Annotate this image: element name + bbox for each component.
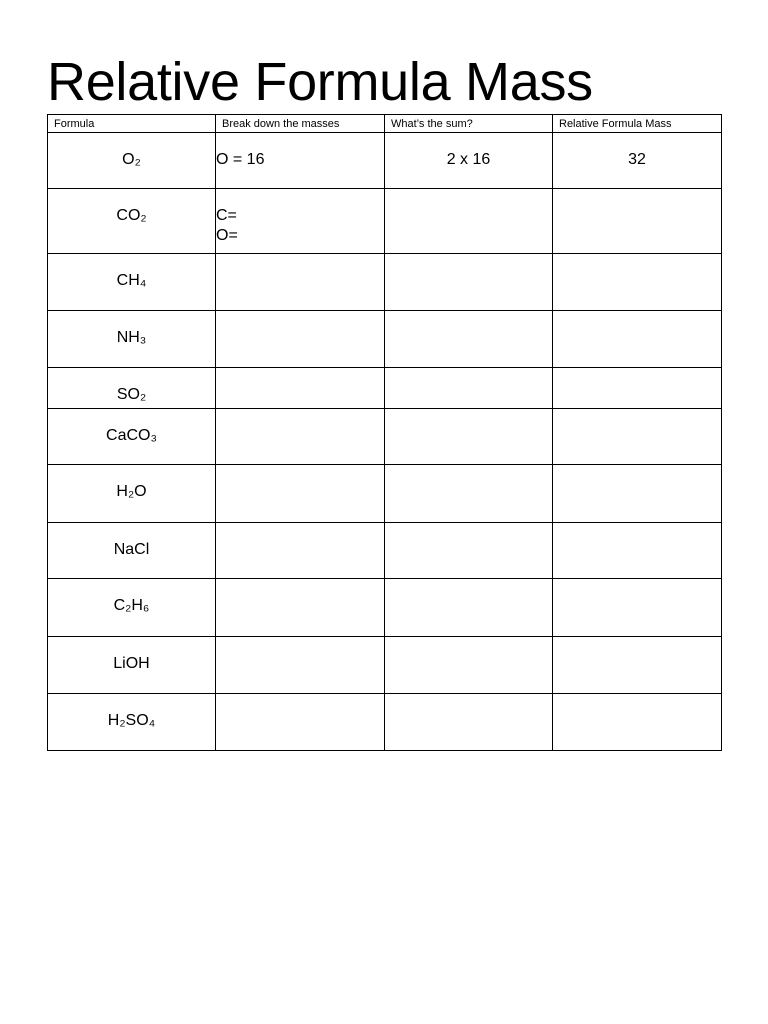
breakdown-cell[interactable] — [216, 465, 385, 523]
sum-cell[interactable] — [385, 254, 553, 311]
table-row — [48, 133, 722, 189]
formula-cell: H₂O — [48, 465, 216, 523]
result-cell[interactable] — [553, 254, 722, 311]
formula-cell: NaCl — [48, 523, 216, 579]
sum-cell[interactable] — [385, 311, 553, 368]
sum-cell[interactable] — [385, 637, 553, 694]
breakdown-cell[interactable] — [216, 409, 385, 465]
result-cell[interactable] — [553, 637, 722, 694]
result-cell[interactable]: 32 — [553, 133, 722, 189]
result-cell[interactable] — [553, 694, 722, 751]
result-cell[interactable] — [553, 465, 722, 523]
sum-cell[interactable]: 2 x 16 — [385, 133, 553, 189]
formula-cell: H₂SO₄ — [48, 694, 216, 751]
breakdown-line: C= — [216, 207, 237, 224]
breakdown-cell[interactable] — [216, 579, 385, 637]
breakdown-cell[interactable] — [216, 523, 385, 579]
sum-cell[interactable] — [385, 189, 553, 254]
formula-mass-table — [47, 114, 722, 751]
breakdown-line: O = 16 — [216, 151, 265, 168]
formula-cell: CO₂ — [48, 189, 216, 254]
table-row — [48, 254, 722, 311]
result-cell[interactable] — [553, 368, 722, 409]
breakdown-cell[interactable] — [216, 637, 385, 694]
table-row — [48, 465, 722, 523]
formula-cell: CaCO₃ — [48, 409, 216, 465]
sum-cell[interactable] — [385, 523, 553, 579]
table-row — [48, 311, 722, 368]
header-formula: Formula — [48, 115, 216, 133]
table-row — [48, 409, 722, 465]
formula-cell: SO₂ — [48, 368, 216, 409]
sum-cell[interactable] — [385, 579, 553, 637]
page-title: Relative Formula Mass — [47, 52, 593, 112]
result-cell[interactable] — [553, 409, 722, 465]
result-cell[interactable] — [553, 523, 722, 579]
table-row — [48, 368, 722, 409]
formula-cell: LiOH — [48, 637, 216, 694]
formula-cell: CH₄ — [48, 254, 216, 311]
result-cell[interactable] — [553, 311, 722, 368]
breakdown-cell[interactable] — [216, 254, 385, 311]
formula-cell: C₂H₆ — [48, 579, 216, 637]
table-row — [48, 189, 722, 254]
formula-cell: O₂ — [48, 133, 216, 189]
breakdown-cell[interactable] — [216, 133, 385, 189]
header-break-down: Break down the masses — [216, 115, 385, 133]
table-row — [48, 523, 722, 579]
breakdown-line: O= — [216, 227, 238, 244]
sum-cell[interactable] — [385, 368, 553, 409]
sum-cell[interactable] — [385, 694, 553, 751]
result-cell[interactable] — [553, 189, 722, 254]
table-row — [48, 637, 722, 694]
sum-cell[interactable] — [385, 409, 553, 465]
table-row — [48, 694, 722, 751]
breakdown-cell[interactable] — [216, 694, 385, 751]
table-header-row — [48, 115, 722, 133]
header-sum: What’s the sum? — [385, 115, 553, 133]
sum-cell[interactable] — [385, 465, 553, 523]
formula-cell: NH₃ — [48, 311, 216, 368]
table-row — [48, 579, 722, 637]
breakdown-cell[interactable] — [216, 311, 385, 368]
header-relative-formula-mass: Relative Formula Mass — [553, 115, 722, 133]
breakdown-cell[interactable] — [216, 368, 385, 409]
result-cell[interactable] — [553, 579, 722, 637]
breakdown-cell[interactable] — [216, 189, 385, 254]
